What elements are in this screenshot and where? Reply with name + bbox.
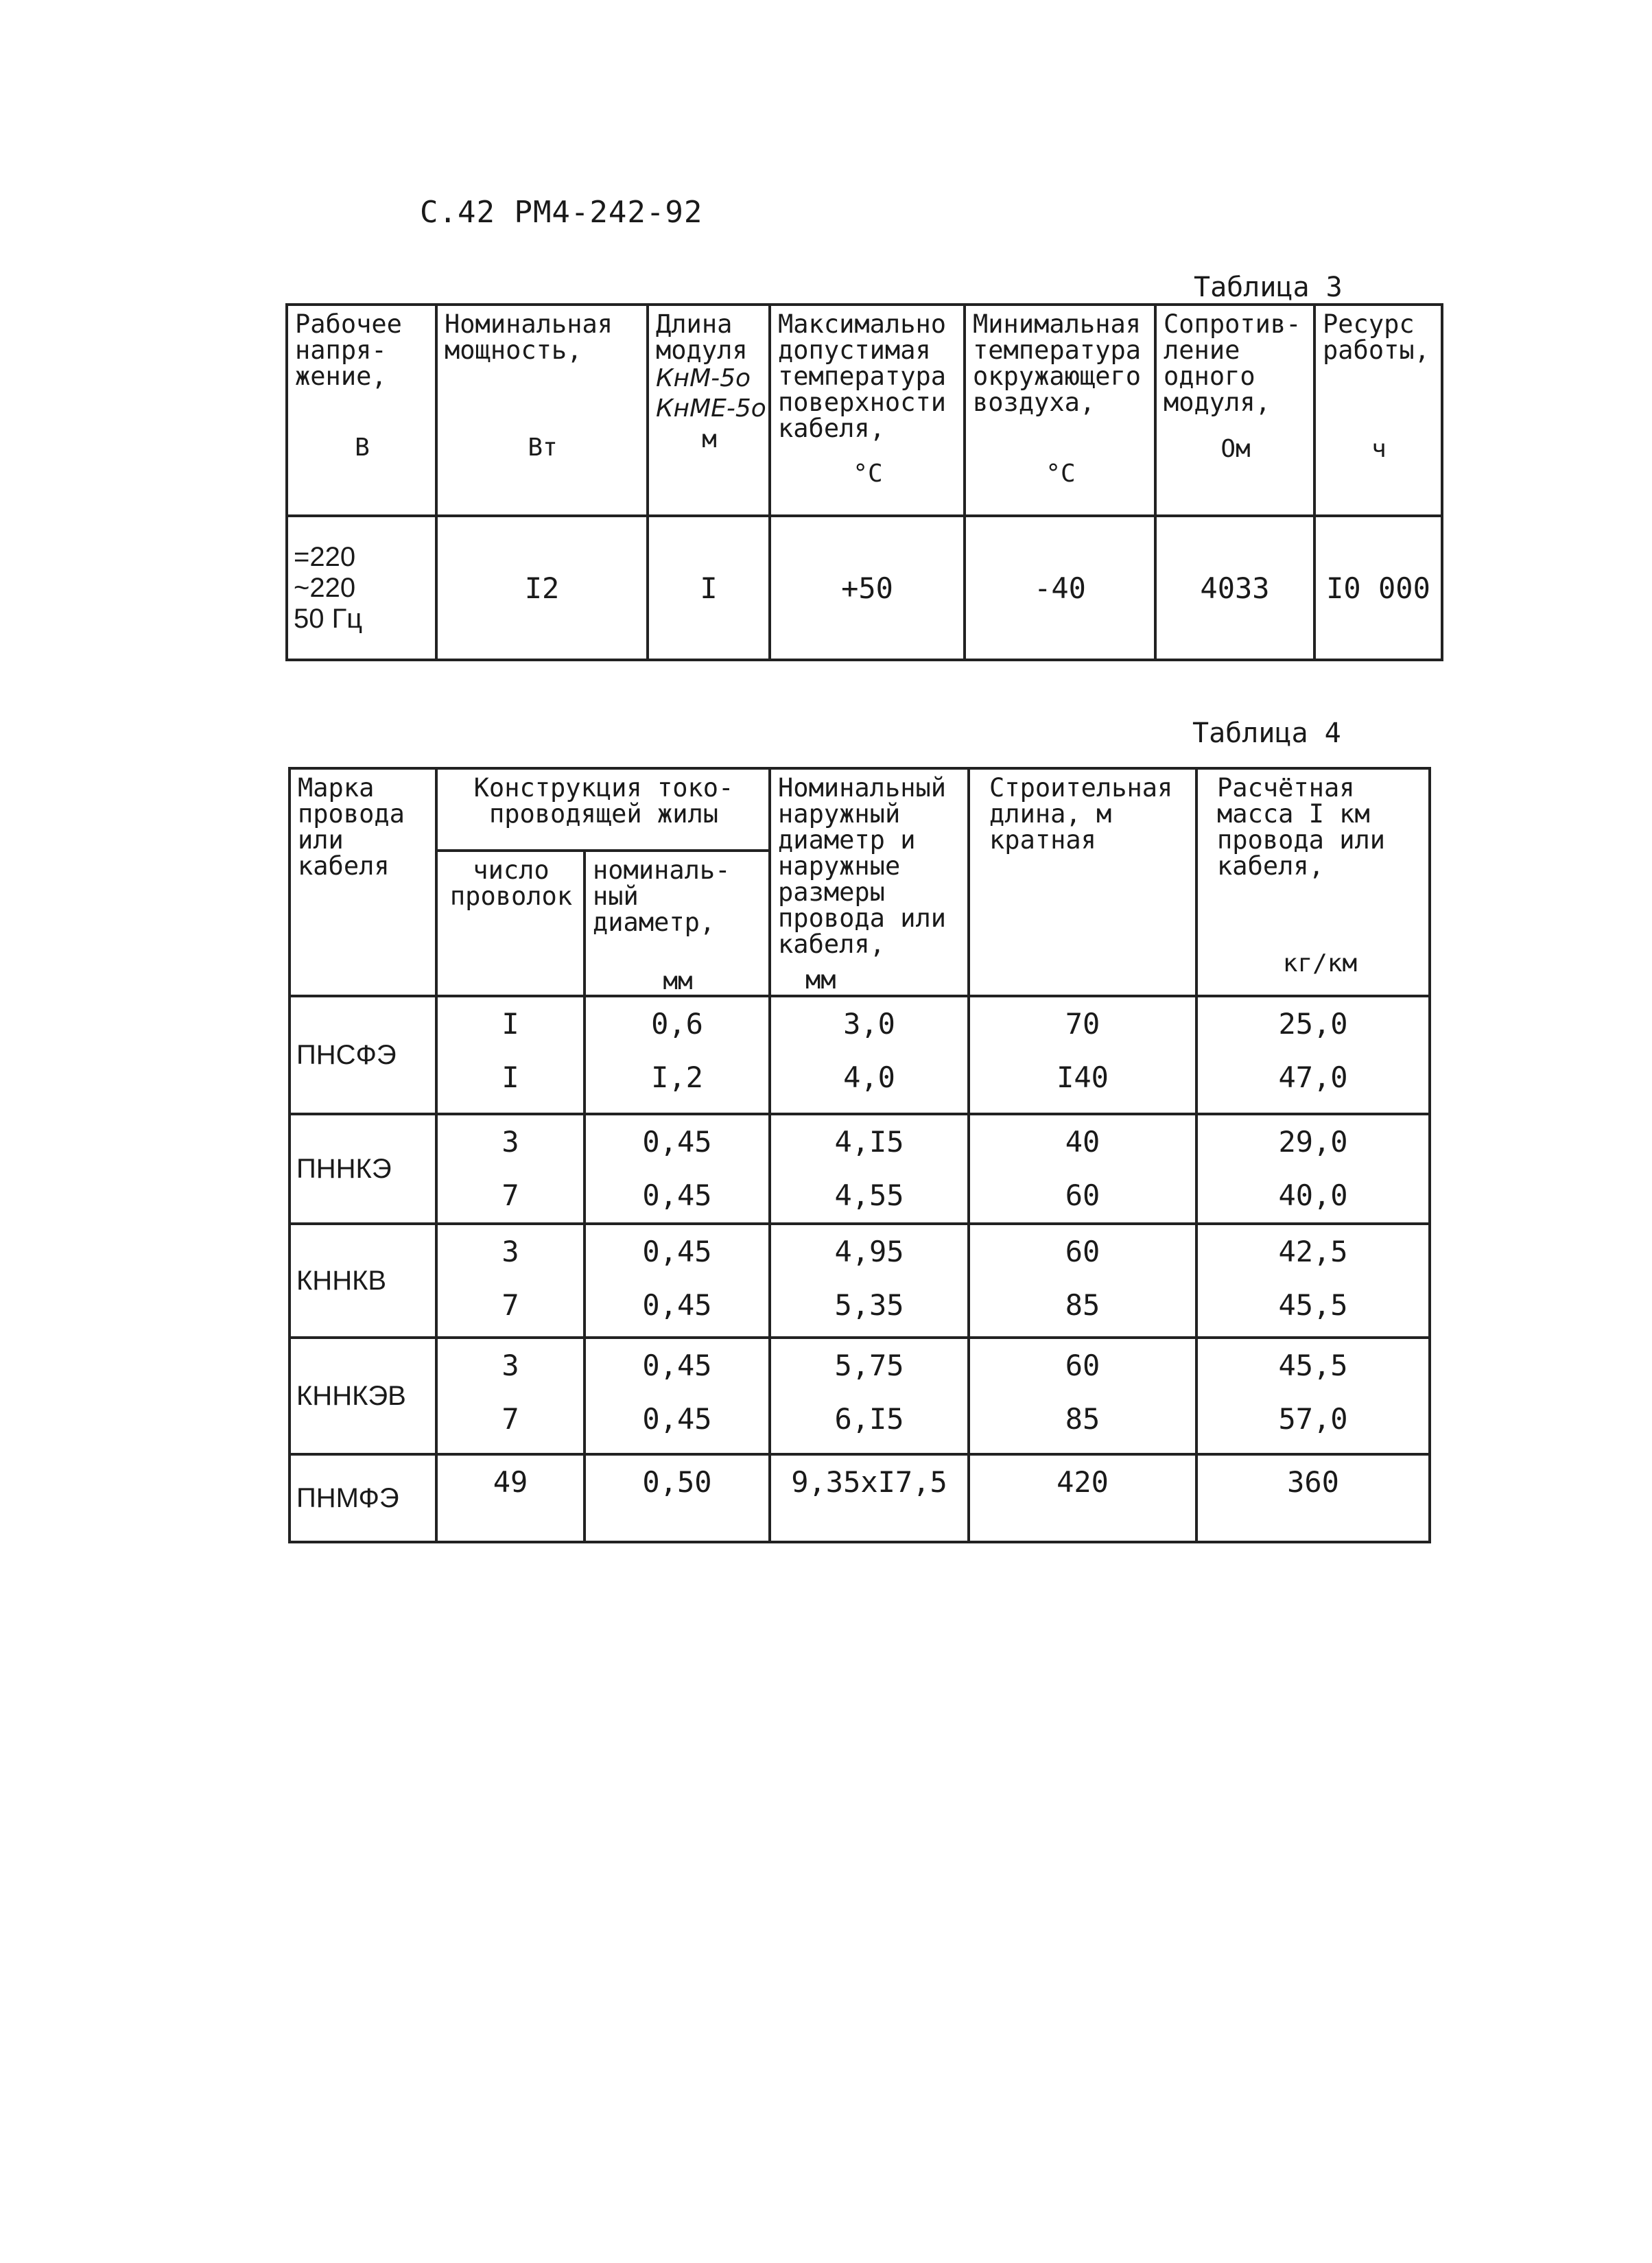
header-title: Длина модуля xyxy=(656,309,748,365)
cell-value: 45,5 xyxy=(1278,1288,1348,1322)
cell-value: 60 xyxy=(1065,1178,1100,1212)
length-cell xyxy=(969,1454,1196,1542)
length-cell xyxy=(969,1114,1196,1224)
length-cell: I xyxy=(648,516,770,660)
cell-value: 0,45 xyxy=(642,1235,712,1268)
cell-value: I xyxy=(502,1061,519,1094)
diam-cell xyxy=(585,1224,770,1338)
handwritten-note: КнМ-5о xyxy=(656,364,751,392)
outer-cell xyxy=(770,1114,969,1224)
diam-cell xyxy=(585,996,770,1114)
table-row-pnnke xyxy=(290,1114,1430,1224)
col-outer-diam-header xyxy=(770,768,969,996)
cell-value: 45,5 xyxy=(1278,1349,1348,1382)
cell-value: 3 xyxy=(502,1349,519,1382)
length-cell xyxy=(969,1338,1196,1454)
cell-value: 0,45 xyxy=(642,1178,712,1212)
col-min-temp-header xyxy=(965,305,1155,516)
cell-value: 3 xyxy=(502,1235,519,1268)
voltage-value: =220 xyxy=(294,541,356,572)
cell-value: 7 xyxy=(502,1178,519,1212)
mass-cell xyxy=(1196,1114,1430,1224)
header-title: Рабочее напря- жение, xyxy=(295,309,402,391)
col-nominal-diam-header xyxy=(585,851,770,996)
outer-cell xyxy=(770,1338,969,1454)
cell-value: 47,0 xyxy=(1278,1061,1348,1094)
voltage-cell xyxy=(287,516,436,660)
cell-value: 3,0 xyxy=(843,1007,895,1041)
cell-value: 0,45 xyxy=(642,1349,712,1382)
header-unit: В xyxy=(355,434,370,462)
cell-value: I,2 xyxy=(651,1061,703,1094)
col-wires-header: число проволок xyxy=(436,851,585,996)
cell-value: 4,95 xyxy=(834,1235,904,1268)
cell-value: 29,0 xyxy=(1278,1125,1348,1159)
wires-cell xyxy=(436,996,585,1114)
lifetime-cell: I0 000 xyxy=(1314,516,1442,660)
col-mass-header xyxy=(1196,768,1430,996)
cell-value: 5,35 xyxy=(834,1288,904,1322)
table-3 xyxy=(285,303,1443,661)
header-title: номиналь- ный диаметр, xyxy=(593,855,731,937)
cell-value: 3 xyxy=(502,1125,519,1159)
cell-value: 42,5 xyxy=(1278,1235,1348,1268)
cell-value: 360 xyxy=(1287,1465,1339,1499)
header-title: Сопротив- ление одного модуля, xyxy=(1164,309,1301,417)
cell-value: 7 xyxy=(502,1402,519,1436)
table-row-knnkv xyxy=(290,1224,1430,1338)
header-title: Номинальный наружный диаметр и наружные размеры провода или кабеля, xyxy=(778,773,947,959)
header-unit: Вт xyxy=(528,434,558,462)
header-title: Ресурс работы, xyxy=(1323,309,1430,365)
col-max-temp-header xyxy=(770,305,965,516)
wires-cell xyxy=(436,1114,585,1224)
max-temp-cell: +50 xyxy=(770,516,965,660)
page-header: С.42 РМ4-242-92 xyxy=(420,195,703,230)
header-title: Максимально допустимая температура поверхности кабеля, xyxy=(778,309,947,443)
table-row-knnkev xyxy=(290,1338,1430,1454)
col-construction-header: Конструкция токо- проводящей жилы xyxy=(436,768,770,851)
cell-value: 40 xyxy=(1065,1125,1100,1159)
handwritten-note: КнМЕ-5о xyxy=(656,394,766,423)
table3-caption: Таблица 3 xyxy=(1194,272,1343,303)
col-lifetime-header xyxy=(1314,305,1442,516)
cell-value: 0,6 xyxy=(651,1007,703,1041)
diam-cell xyxy=(585,1114,770,1224)
table4-caption: Таблица 4 xyxy=(1192,718,1341,749)
cell-value: 6,I5 xyxy=(834,1402,904,1436)
header-unit: мм xyxy=(805,965,836,995)
length-cell xyxy=(969,1224,1196,1338)
min-temp-cell: -40 xyxy=(965,516,1155,660)
cell-value: I xyxy=(502,1007,519,1041)
table3-data-row xyxy=(287,516,1442,660)
cell-value: 0,45 xyxy=(642,1288,712,1322)
mark-cell: ПНМФЭ xyxy=(290,1454,436,1542)
cell-value: 60 xyxy=(1065,1235,1100,1268)
wires-cell xyxy=(436,1454,585,1542)
header-unit: Ом xyxy=(1220,435,1251,463)
mark-cell: КННКЭВ xyxy=(290,1338,436,1454)
wires-cell xyxy=(436,1224,585,1338)
voltage-value: 50 Гц xyxy=(294,603,363,634)
cell-value: 4,55 xyxy=(834,1178,904,1212)
cell-value: 9,35хI7,5 xyxy=(791,1465,947,1499)
cell-value: 7 xyxy=(502,1288,519,1322)
cell-value: 0,45 xyxy=(642,1402,712,1436)
cell-value: 40,0 xyxy=(1278,1178,1348,1212)
outer-cell xyxy=(770,996,969,1114)
mass-cell xyxy=(1196,1224,1430,1338)
table-row-pnmfe xyxy=(290,1454,1430,1542)
cell-value: 85 xyxy=(1065,1288,1100,1322)
mass-cell xyxy=(1196,1338,1430,1454)
cell-value: I40 xyxy=(1057,1061,1109,1094)
cell-value: 4,I5 xyxy=(834,1125,904,1159)
table-row-pnsfe xyxy=(290,996,1430,1114)
header-unit: °С xyxy=(853,460,883,488)
diam-cell xyxy=(585,1454,770,1542)
col-power-header xyxy=(436,305,648,516)
header-title: Номинальная мощность, xyxy=(445,309,613,365)
mass-cell xyxy=(1196,1454,1430,1542)
power-cell: I2 xyxy=(436,516,648,660)
cell-value: 0,45 xyxy=(642,1125,712,1159)
mark-cell: КННКВ xyxy=(290,1224,436,1338)
header-unit: °С xyxy=(1046,460,1076,488)
wires-cell xyxy=(436,1338,585,1454)
diam-cell xyxy=(585,1338,770,1454)
table3-header-row xyxy=(287,305,1442,516)
resistance-cell: 4033 xyxy=(1155,516,1314,660)
header-unit: м xyxy=(702,425,717,453)
col-length-header: Строительная длина, м кратная xyxy=(969,768,1196,996)
header-title: Расчётная масса I км провода или кабеля, xyxy=(1217,773,1386,881)
mass-cell xyxy=(1196,996,1430,1114)
header-unit: ч xyxy=(1371,435,1386,463)
header-unit: мм xyxy=(663,967,693,995)
cell-value: 70 xyxy=(1065,1007,1100,1041)
col-resistance-header xyxy=(1155,305,1314,516)
cell-value: 85 xyxy=(1065,1402,1100,1436)
cell-value: 57,0 xyxy=(1278,1402,1348,1436)
table4-header-row-1 xyxy=(290,768,1430,851)
cell-value: 49 xyxy=(493,1465,528,1499)
col-length-header xyxy=(648,305,770,516)
table-4 xyxy=(288,767,1431,1543)
outer-cell xyxy=(770,1224,969,1338)
cell-value: 5,75 xyxy=(834,1349,904,1382)
cell-value: 60 xyxy=(1065,1349,1100,1382)
cell-value: 4,0 xyxy=(843,1061,895,1094)
length-cell xyxy=(969,996,1196,1114)
cell-value: 0,50 xyxy=(642,1465,712,1499)
header-title: Минимальная температура окружающего воздуха, xyxy=(973,309,1142,417)
col-mark-header: Марка провода или кабеля xyxy=(290,768,436,996)
cell-value: 25,0 xyxy=(1278,1007,1348,1041)
header-unit: кг/км xyxy=(1282,949,1358,978)
cell-value: 420 xyxy=(1057,1465,1109,1499)
outer-cell xyxy=(770,1454,969,1542)
mark-cell: ПНСФЭ xyxy=(290,996,436,1114)
col-voltage-header xyxy=(287,305,436,516)
mark-cell: ПННКЭ xyxy=(290,1114,436,1224)
voltage-value: ~220 xyxy=(294,572,356,603)
